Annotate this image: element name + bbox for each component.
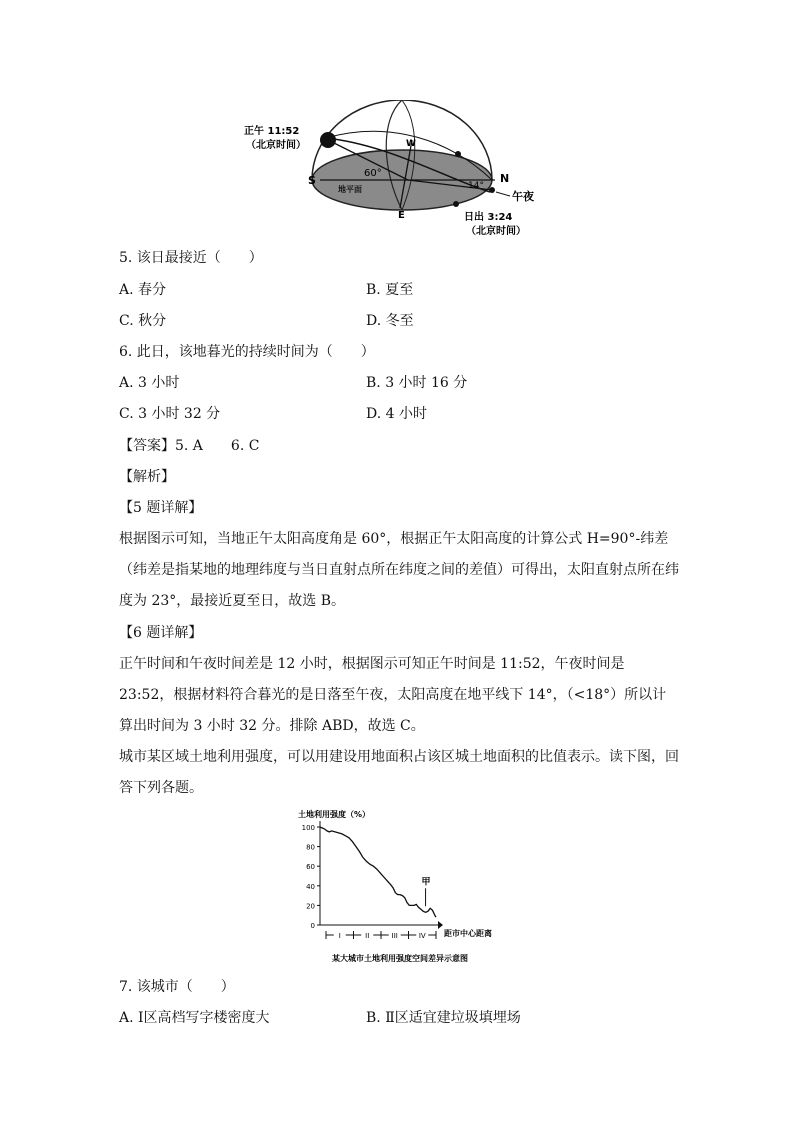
chart-y-tick-label: 100 [301,824,315,832]
chart-y-tick-label: 40 [306,882,315,891]
land-use-chart-svg [290,805,510,965]
north-label: N [500,172,510,185]
chart-x-axis-arrow [438,921,443,929]
midnight-dot [489,187,495,193]
intro-text: 城市某区域土地利用强度，可以用建设用地面积占该区城土地面积的比值表示。读下图，回答下列各题。 [119,749,679,796]
chart-zone-label: I [338,932,341,940]
sun-path-svg [240,100,540,242]
answer-line: 【答案】5. A 6. C [119,438,260,454]
sunrise-sub-label: （北京时间） [466,226,526,237]
chart-y-axis-label: 土地利用强度（%） [298,810,371,819]
east-label: E [398,210,405,221]
analysis-title: 【解析】 [119,469,175,485]
south-label: S [308,174,316,187]
west-label: W [406,139,416,149]
path-dot [455,151,461,157]
chart-x-axis-label: 距市中心距离 [444,929,492,938]
horizon-label: 地平面 [338,185,362,194]
sunrise-label: 日出 3:24 [464,212,513,223]
chart-zone-label: IV [418,932,426,940]
noon-sub-label: （北京时间） [246,140,306,151]
sun-path-diagram [240,100,540,242]
detail-6-title: 【6 题详解】 [119,625,203,641]
chart-y-tick-label: 0 [310,922,315,930]
chart-data-line [320,827,436,917]
noon-angle-label: 60° [364,168,382,179]
chart-title: 某大城市土地利用强度空间差异示意图 [332,954,468,963]
midnight-label: 午夜 [512,190,534,203]
midnight-pointer [496,192,510,196]
sun-icon [320,132,336,148]
sunrise-dot [453,201,459,207]
chart-zone-label: III [391,932,398,940]
chart-y-tick-label: 60 [306,863,315,872]
question-6-stem: 6. 此日，该地暮光的持续时间为（ ） [119,344,375,360]
question-6-option-a: A. 3 小时 [119,375,180,391]
midnight-angle-label: 14° [468,181,484,191]
question-5-option-a: A. 春分 [119,282,167,298]
question-5-option-c: C. 秋分 [119,313,167,329]
detail-6-text: 正午时间和午夜时间差是 12 小时，根据图示可知正午时间是 11:52，午夜时间是 23:52，根据材料符合暮光的是日落至午夜，太阳高度在地平线下 14°，（<18°）所以计算出时间为 3 小时 32 分。排除 ABD，故选 C。 [119,656,667,734]
question-6-option-b: B. 3 小时 16 分 [366,375,468,391]
question-5-option-b: B. 夏至 [366,282,414,298]
chart-annotation-jia: 甲 [421,877,431,888]
noon-label: 正午 11:52 [244,126,300,137]
chart-y-tick-label: 20 [306,902,315,911]
chart-zone-label: II [365,932,370,940]
chart-y-tick-label: 80 [306,843,315,852]
detail-5-text: 根据图示可知，当地正午太阳高度角是 60°，根据正午太阳高度的计算公式 H=90°-纬差（纬差是指某地的地理纬度与当日直射点所在纬度之间的差值）可得出，太阳直射点所在纬度为 23°，最接近夏至日，故选 B。 [119,531,679,609]
detail-5-title: 【5 题详解】 [119,500,203,516]
land-use-chart [290,805,510,965]
question-6-option-d: D. 4 小时 [366,406,427,422]
question-7-stem: 7. 该城市（ ） [119,979,235,995]
question-5-stem: 5. 该日最接近（ ） [119,250,263,266]
question-7-option-b: B. Ⅱ区适宜建垃圾填埋场 [366,1010,521,1026]
question-6-option-c: C. 3 小时 32 分 [119,406,221,422]
question-5-option-d: D. 冬至 [366,313,414,329]
question-7-option-a: A. Ⅰ区高档写字楼密度大 [119,1010,270,1026]
